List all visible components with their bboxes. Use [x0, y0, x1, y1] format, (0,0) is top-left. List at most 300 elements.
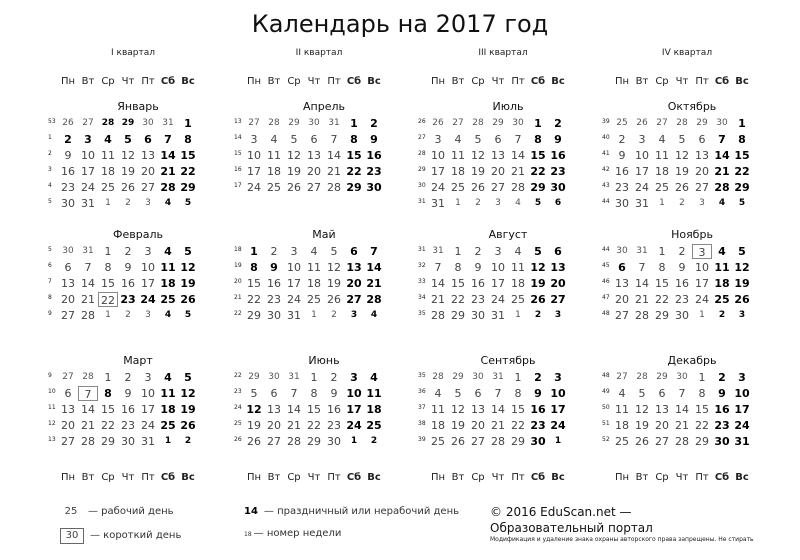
month-1	[48, 100, 228, 210]
day-cell: 8	[698, 387, 706, 400]
week-number: 29	[418, 166, 426, 173]
day-cell: 27	[61, 309, 75, 322]
week-row	[602, 132, 762, 148]
week-row	[418, 196, 578, 212]
week-number: 39	[418, 436, 426, 443]
day-cell: 15	[247, 277, 261, 290]
week-number: 8	[48, 294, 52, 301]
day-cell: 24	[550, 419, 566, 432]
day-cell: 1	[454, 245, 462, 258]
day-cell: 23	[471, 293, 485, 306]
day-cell: 9	[618, 149, 626, 162]
legend-holiday-number: 14	[244, 506, 258, 517]
day-cell: 9	[124, 261, 132, 274]
week-row	[602, 308, 762, 324]
day-cell: 16	[366, 149, 382, 162]
day-cell: 16	[530, 403, 546, 416]
weekday-label: Чт	[491, 76, 505, 87]
day-cell: 9	[124, 387, 132, 400]
day-cell: 23	[530, 419, 546, 432]
day-cell: 14	[511, 149, 525, 162]
day-cell: 19	[451, 419, 465, 432]
day-cell: 13	[61, 277, 75, 290]
day-cell: 13	[615, 277, 629, 290]
day-cell: 12	[451, 403, 465, 416]
day-cell: 29	[101, 435, 115, 448]
weekday-label: Пн	[60, 76, 76, 87]
week-row	[602, 418, 762, 434]
day-cell: 28	[676, 118, 688, 128]
day-cell: 17	[635, 165, 649, 178]
day-cell: 15	[101, 403, 115, 416]
day-cell: 2	[474, 245, 482, 258]
week-number: 4	[48, 182, 52, 189]
day-cell: 21	[81, 293, 95, 306]
day-cell: 2	[679, 198, 685, 208]
week-row	[48, 370, 208, 386]
day-cell: 4	[164, 371, 172, 384]
day-cell: 6	[618, 261, 626, 274]
day-cell: 3	[494, 245, 502, 258]
month-name: Сентябрь	[480, 354, 536, 367]
day-cell: 2	[718, 310, 726, 320]
week-row	[48, 386, 208, 402]
week-number: 13	[234, 118, 242, 125]
week-row	[234, 148, 394, 164]
day-cell: 3	[145, 198, 151, 208]
legend-work-day	[60, 506, 174, 517]
day-cell: 13	[267, 403, 281, 416]
day-cell: 15	[307, 403, 321, 416]
legend-work-text: — рабочий день	[88, 506, 174, 517]
day-cell: 6	[144, 133, 152, 146]
week-row	[234, 386, 394, 402]
day-cell: 27	[248, 118, 260, 128]
day-cell: 12	[180, 387, 196, 400]
weekday-label: Вт	[451, 472, 465, 483]
day-cell: 11	[431, 403, 445, 416]
day-cell: 30	[121, 435, 135, 448]
day-cell: 21	[635, 293, 649, 306]
day-cell: 9	[718, 387, 726, 400]
weekday-label: Чт	[121, 472, 135, 483]
day-cell: 12	[635, 403, 649, 416]
day-cell: 28	[81, 309, 95, 322]
week-row	[418, 308, 578, 324]
week-number: 31	[418, 246, 426, 253]
weekday-label: Пн	[430, 76, 446, 87]
day-cell: 22	[101, 419, 115, 432]
day-cell: 6	[494, 133, 502, 146]
week-number: 5	[48, 198, 52, 205]
day-cell: 30	[675, 309, 689, 322]
day-cell: 27	[141, 181, 155, 194]
week-number: 43	[602, 182, 610, 189]
day-cell: 24	[247, 181, 261, 194]
day-cell: 27	[616, 372, 628, 382]
weekday-label: Сб	[346, 76, 362, 87]
day-cell: 1	[738, 117, 746, 130]
week-row	[48, 308, 208, 324]
day-cell: 31	[491, 309, 505, 322]
week-number: 31	[418, 198, 426, 205]
day-cell: 5	[124, 133, 132, 146]
day-cell: 20	[491, 165, 505, 178]
month-name: Август	[488, 228, 528, 241]
day-cell: 11	[267, 149, 281, 162]
month-name: Декабрь	[667, 354, 717, 367]
day-cell: 5	[290, 133, 298, 146]
day-cell: 1	[350, 436, 358, 446]
day-cell: 7	[84, 261, 92, 274]
day-cell: 12	[471, 149, 485, 162]
day-cell: 17	[734, 403, 750, 416]
week-number: 32	[418, 262, 426, 269]
week-number: 26	[234, 436, 242, 443]
day-cell: 19	[121, 165, 135, 178]
week-number: 10	[48, 388, 56, 395]
day-cell: 15	[346, 149, 362, 162]
week-row	[418, 180, 578, 196]
day-cell: 29	[734, 181, 750, 194]
day-cell: 10	[695, 261, 709, 274]
day-cell: 29	[346, 181, 362, 194]
week-row	[418, 260, 578, 276]
day-cell: 9	[370, 133, 378, 146]
week-row	[602, 148, 762, 164]
day-cell: 20	[655, 419, 669, 432]
day-cell: 26	[121, 181, 135, 194]
weekday-label: Вт	[267, 76, 281, 87]
day-cell: 6	[474, 387, 482, 400]
weekday-label: Чт	[675, 472, 689, 483]
week-row	[602, 402, 762, 418]
day-cell: 31	[635, 197, 649, 210]
day-cell: 23	[267, 293, 281, 306]
week-number: 48	[602, 310, 610, 317]
day-cell: 24	[81, 181, 95, 194]
day-cell: 1	[310, 371, 318, 384]
day-cell: 1	[698, 371, 706, 384]
day-cell: 16	[61, 165, 75, 178]
week-number: 46	[602, 278, 610, 285]
day-cell: 5	[330, 245, 338, 258]
day-cell: 24	[431, 181, 445, 194]
week-number: 18	[234, 246, 242, 253]
day-cell: 20	[267, 419, 281, 432]
day-cell: 7	[678, 387, 686, 400]
day-cell: 14	[675, 403, 689, 416]
day-cell: 28	[101, 118, 115, 128]
day-cell: 2	[330, 371, 338, 384]
week-row	[602, 116, 762, 132]
week-number: 16	[234, 166, 242, 173]
day-cell: 29	[530, 181, 546, 194]
day-cell: 2	[618, 133, 626, 146]
week-row	[234, 116, 394, 132]
week-number: 9	[48, 310, 52, 317]
day-cell: 5	[184, 371, 192, 384]
day-cell: 19	[530, 277, 546, 290]
day-cell: 29	[452, 372, 464, 382]
day-cell: 10	[635, 149, 649, 162]
day-cell: 30	[267, 309, 281, 322]
week-row	[234, 308, 394, 324]
day-cell: 18	[431, 419, 445, 432]
day-cell: 27	[267, 435, 281, 448]
weekday-label: Пт	[511, 76, 525, 87]
day-cell: 28	[81, 435, 95, 448]
day-cell: 2	[534, 371, 542, 384]
day-cell: 30	[471, 309, 485, 322]
day-cell: 28	[491, 435, 505, 448]
day-cell: 24	[695, 293, 709, 306]
day-cell: 28	[327, 181, 341, 194]
weekday-label: Сб	[714, 76, 730, 87]
copyright-line1: © 2016 EduScan.net —	[490, 505, 632, 519]
month-name: Январь	[117, 100, 159, 113]
day-cell: 4	[270, 133, 278, 146]
day-cell: 26	[636, 118, 648, 128]
week-row	[234, 418, 394, 434]
day-cell: 29	[695, 435, 709, 448]
week-row	[48, 276, 208, 292]
day-cell: 26	[734, 293, 750, 306]
day-cell: 3	[738, 371, 746, 384]
day-cell: 2	[64, 133, 72, 146]
week-number: 24	[234, 404, 242, 411]
week-number: 25	[234, 420, 242, 427]
day-cell: 7	[290, 387, 298, 400]
weekday-label: Пт	[695, 76, 709, 87]
day-cell: 5	[534, 245, 542, 258]
day-cell: 10	[287, 261, 301, 274]
day-cell: 18	[267, 165, 281, 178]
day-cell: 22	[180, 165, 196, 178]
week-number: 21	[234, 294, 242, 301]
day-cell: 8	[350, 133, 358, 146]
day-cell: 28	[432, 372, 444, 382]
week-row	[234, 292, 394, 308]
week-row	[234, 370, 394, 386]
quarter-label: III квартал	[478, 48, 528, 58]
day-cell: 5	[474, 133, 482, 146]
weekday-label: Ср	[471, 472, 485, 483]
day-cell: 4	[164, 310, 172, 320]
week-number: 41	[602, 150, 610, 157]
month-12	[602, 354, 782, 464]
day-cell: 30	[366, 181, 382, 194]
day-cell: 3	[692, 244, 712, 259]
weekday-label: Вс	[735, 472, 749, 483]
day-cell: 4	[454, 133, 462, 146]
day-cell: 15	[695, 403, 709, 416]
weekday-label: Ср	[101, 472, 115, 483]
day-cell: 2	[331, 310, 337, 320]
week-number: 38	[418, 420, 426, 427]
day-cell: 21	[160, 165, 176, 178]
week-row	[234, 434, 394, 450]
day-cell: 19	[327, 277, 341, 290]
month-7	[418, 228, 598, 338]
week-number: 23	[234, 388, 242, 395]
weekday-label: Чт	[675, 76, 689, 87]
week-number: 17	[234, 182, 242, 189]
weekday-label: Ср	[287, 76, 301, 87]
day-cell: 6	[310, 133, 318, 146]
day-cell: 7	[370, 245, 378, 258]
week-row	[418, 402, 578, 418]
week-row	[48, 260, 208, 276]
legend-holiday	[244, 506, 459, 517]
day-cell: 14	[714, 149, 730, 162]
day-cell: 29	[248, 372, 260, 382]
week-number: 48	[602, 372, 610, 379]
day-cell: 31	[734, 435, 750, 448]
legend-holiday-text: — праздничный или нерабочий день	[263, 506, 460, 517]
day-cell: 2	[125, 198, 131, 208]
weekday-label: Вс	[181, 76, 195, 87]
month-name: Июнь	[308, 354, 340, 367]
day-cell: 17	[247, 165, 261, 178]
day-cell: 3	[554, 310, 562, 320]
day-cell: 3	[145, 310, 151, 320]
weekday-label: Чт	[307, 472, 321, 483]
day-cell: 29	[656, 372, 668, 382]
day-cell: 2	[534, 310, 542, 320]
weekday-label: Вс	[367, 472, 381, 483]
day-cell: 14	[491, 403, 505, 416]
week-row	[48, 402, 208, 418]
day-cell: 3	[350, 371, 358, 384]
day-cell: 9	[554, 133, 562, 146]
day-cell: 20	[346, 277, 362, 290]
weekday-label: Вт	[635, 76, 649, 87]
weekday-label: Сб	[530, 76, 546, 87]
day-cell: 18	[615, 419, 629, 432]
week-row	[48, 132, 208, 148]
day-cell: 8	[738, 133, 746, 146]
day-cell: 8	[454, 261, 462, 274]
day-cell: 23	[61, 181, 75, 194]
day-cell: 18	[366, 403, 382, 416]
day-cell: 11	[451, 149, 465, 162]
day-cell: 1	[311, 310, 317, 320]
month-4	[602, 100, 782, 210]
day-cell: 10	[81, 149, 95, 162]
day-cell: 26	[62, 118, 74, 128]
weekday-label: Ср	[287, 472, 301, 483]
day-cell: 11	[511, 261, 525, 274]
day-cell: 3	[638, 133, 646, 146]
weekday-label: Пт	[327, 472, 341, 483]
day-cell: 20	[141, 165, 155, 178]
day-cell: 30	[714, 435, 730, 448]
week-row	[48, 434, 208, 450]
day-cell: 8	[514, 387, 522, 400]
week-number: 28	[418, 150, 426, 157]
day-cell: 24	[346, 419, 362, 432]
day-cell: 21	[714, 165, 730, 178]
day-cell: 1	[250, 245, 258, 258]
day-cell: 29	[288, 118, 300, 128]
month-2	[234, 100, 414, 210]
day-cell: 13	[141, 149, 155, 162]
day-cell: 29	[511, 435, 525, 448]
day-cell: 26	[180, 419, 196, 432]
day-cell: 10	[550, 387, 566, 400]
day-cell: 23	[550, 165, 566, 178]
day-cell: 31	[431, 197, 445, 210]
copyright-line2: Образовательный портал	[490, 521, 653, 535]
day-cell: 17	[695, 277, 709, 290]
week-number: 22	[234, 310, 242, 317]
day-cell: 29	[492, 118, 504, 128]
day-cell: 3	[84, 133, 92, 146]
quarter-label: I квартал	[111, 48, 155, 58]
quarter-label: II квартал	[295, 48, 343, 58]
day-cell: 30	[530, 435, 546, 448]
day-cell: 27	[471, 435, 485, 448]
day-cell: 20	[471, 419, 485, 432]
day-cell: 19	[180, 277, 196, 290]
day-cell: 23	[675, 293, 689, 306]
week-number: 26	[418, 118, 426, 125]
week-number: 14	[234, 134, 242, 141]
day-cell: 30	[61, 197, 75, 210]
day-cell: 19	[734, 277, 750, 290]
day-cell: 21	[511, 165, 525, 178]
day-cell: 27	[655, 435, 669, 448]
day-cell: 2	[184, 436, 192, 446]
day-cell: 8	[310, 387, 318, 400]
weekday-label: Пн	[430, 472, 446, 483]
day-cell: 16	[714, 403, 730, 416]
day-cell: 14	[81, 277, 95, 290]
quarter-label: IV квартал	[661, 48, 713, 58]
day-cell: 28	[287, 435, 301, 448]
week-row	[602, 196, 762, 212]
week-number: 35	[418, 310, 426, 317]
day-cell: 28	[431, 309, 445, 322]
day-cell: 26	[530, 293, 546, 306]
weekday-label: Ср	[655, 472, 669, 483]
day-cell: 4	[618, 387, 626, 400]
day-cell: 6	[350, 245, 358, 258]
day-cell: 21	[675, 419, 689, 432]
day-cell: 2	[125, 310, 131, 320]
day-cell: 10	[141, 261, 155, 274]
month-9	[48, 354, 228, 464]
month-name: Ноябрь	[671, 228, 713, 241]
week-row	[602, 244, 762, 260]
day-cell: 8	[250, 261, 258, 274]
week-number: 19	[234, 262, 242, 269]
day-cell: 13	[695, 149, 709, 162]
week-row	[602, 180, 762, 196]
day-cell: 24	[141, 419, 155, 432]
day-cell: 15	[655, 277, 669, 290]
month-name: Октябрь	[667, 100, 717, 113]
day-cell: 23	[327, 419, 341, 432]
weekday-label: Вт	[451, 76, 465, 87]
week-row	[418, 148, 578, 164]
day-cell: 30	[615, 197, 629, 210]
day-cell: 7	[494, 387, 502, 400]
page-title: Календарь на 2017 год	[251, 10, 549, 38]
day-cell: 16	[121, 277, 135, 290]
week-number: 51	[602, 420, 610, 427]
